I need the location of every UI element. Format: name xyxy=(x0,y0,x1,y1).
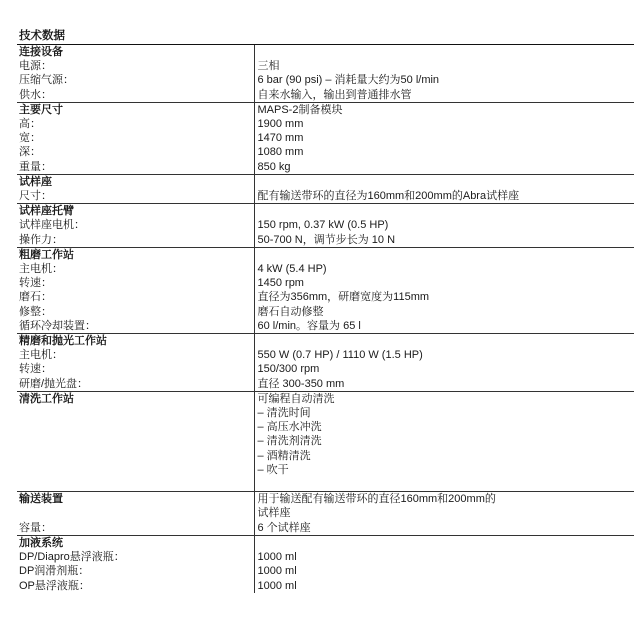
spec-label: 研磨/抛光盘： xyxy=(17,377,254,392)
section-heading-value xyxy=(254,204,634,219)
spec-label: 电源： xyxy=(17,59,254,73)
spec-value: – 清洗剂清洗 xyxy=(257,435,322,448)
spec-value: 550 W (0.7 HP) / 1110 W (1.5 HP) xyxy=(257,349,423,362)
spec-table xyxy=(17,45,634,593)
spec-value: – 酒精清洗 xyxy=(257,449,311,462)
spec-row xyxy=(17,564,634,578)
spec-row xyxy=(17,348,634,362)
spec-row xyxy=(17,88,634,103)
spec-label: OP悬浮液瓶： xyxy=(17,579,254,593)
spec-label xyxy=(17,406,254,420)
spec-value: 磨石自动修整 xyxy=(257,305,324,318)
section-heading-row xyxy=(17,174,634,189)
section-heading-row xyxy=(17,391,634,406)
spec-value: 60 l/min。容量为 65 l xyxy=(257,319,361,332)
spacer-cell xyxy=(254,477,634,492)
spec-row xyxy=(17,506,634,520)
spec-row xyxy=(17,59,634,73)
spec-label xyxy=(17,434,254,448)
section-heading: 试样座 xyxy=(17,174,254,189)
spec-label xyxy=(17,506,254,520)
spec-label: 转速： xyxy=(17,362,254,376)
section-heading: 精磨和抛光工作站 xyxy=(17,334,254,349)
spec-value: 850 kg xyxy=(257,160,291,173)
section-heading: 连接设备 xyxy=(17,45,254,59)
spec-label: 深： xyxy=(17,145,254,159)
section-heading: 加液系统 xyxy=(17,535,254,550)
spec-row xyxy=(17,160,634,175)
spec-value: – 清洗时间 xyxy=(257,407,311,420)
spec-row xyxy=(17,362,634,376)
spec-label: 磨石： xyxy=(17,290,254,304)
spec-value: 1000 ml xyxy=(257,579,297,592)
spec-value: 1000 ml xyxy=(257,565,297,578)
spec-row xyxy=(17,420,634,434)
section-heading-value: 用于输送配有输送带环的直径160mm和200mm的 xyxy=(254,492,634,507)
spec-value: 50-700 N，调节步长为 10 N xyxy=(257,233,396,246)
section-heading-value: 可编程自动清洗 xyxy=(254,391,634,406)
spec-label: 供水： xyxy=(17,88,254,103)
spec-label: 主电机： xyxy=(17,348,254,362)
spacer-row xyxy=(17,477,634,492)
spec-label: 修整： xyxy=(17,305,254,319)
spec-row xyxy=(17,117,634,131)
spec-row xyxy=(17,406,634,420)
spec-row xyxy=(17,521,634,536)
spec-row xyxy=(17,145,634,159)
spec-value: 配有输送带环的直径为160mm和200mm的Abra试样座 xyxy=(257,190,520,203)
spec-label: 试样座电机： xyxy=(17,218,254,232)
spec-value: 直径 300-350 mm xyxy=(257,377,345,390)
spec-value: 1900 mm xyxy=(257,118,304,131)
spec-row xyxy=(17,290,634,304)
spec-label: 宽： xyxy=(17,131,254,145)
spec-row xyxy=(17,262,634,276)
section-heading: 清洗工作站 xyxy=(17,391,254,406)
spec-row xyxy=(17,463,634,477)
spec-row xyxy=(17,550,634,564)
spec-label xyxy=(17,449,254,463)
section-heading-value xyxy=(254,247,634,262)
spec-value: 1000 ml xyxy=(257,551,297,564)
spec-row xyxy=(17,449,634,463)
section-heading-row xyxy=(17,492,634,507)
spec-value: 150 rpm, 0.37 kW (0.5 HP) xyxy=(257,219,389,232)
page-title: 技术数据 xyxy=(19,30,65,42)
spec-row xyxy=(17,434,634,448)
section-heading-value: MAPS-2制备模块 xyxy=(254,102,634,117)
spec-label: 尺寸： xyxy=(17,189,254,204)
spec-value: – 高压水冲洗 xyxy=(257,421,322,434)
spec-value: 试样座 xyxy=(257,507,291,520)
spec-label: 压缩气源： xyxy=(17,73,254,87)
spec-label: 循环冷却装置： xyxy=(17,319,254,334)
spec-row xyxy=(17,233,634,248)
spec-label: 容量： xyxy=(17,521,254,536)
spec-row xyxy=(17,377,634,392)
spec-value: 自来水输入，输出到普通排水管 xyxy=(257,88,412,101)
section-heading-row xyxy=(17,535,634,550)
spec-value: 6 bar (90 psi) – 消耗量大约为50 l/min xyxy=(257,74,440,87)
spec-row xyxy=(17,319,634,334)
spec-value: 6 个试样座 xyxy=(257,521,311,534)
spec-row xyxy=(17,73,634,87)
spacer-cell xyxy=(17,477,254,492)
spec-value: 1470 mm xyxy=(257,132,304,145)
spec-row xyxy=(17,131,634,145)
spec-label xyxy=(17,463,254,477)
spec-value: 直径为356mm，研磨宽度为115mm xyxy=(257,291,430,304)
spec-value: 1450 rpm xyxy=(257,277,304,290)
spec-value: 150/300 rpm xyxy=(257,363,320,376)
section-heading-value xyxy=(254,174,634,189)
section-heading-value xyxy=(254,535,634,550)
section-heading-value xyxy=(254,334,634,349)
section-heading: 粗磨工作站 xyxy=(17,247,254,262)
section-heading-row xyxy=(17,247,634,262)
spec-label: 重量： xyxy=(17,160,254,175)
section-heading-row xyxy=(17,334,634,349)
section-heading: 试样座托臂 xyxy=(17,204,254,219)
spec-label xyxy=(17,420,254,434)
spec-label: DP润滑剂瓶： xyxy=(17,564,254,578)
spec-label: 转速： xyxy=(17,276,254,290)
spec-value: 三相 xyxy=(257,60,280,73)
spec-value: 1080 mm xyxy=(257,146,304,159)
spec-row xyxy=(17,189,634,204)
spec-value: – 吹干 xyxy=(257,463,289,476)
section-heading: 输送装置 xyxy=(17,492,254,507)
spec-label: 主电机： xyxy=(17,262,254,276)
spec-row xyxy=(17,218,634,232)
spec-label: 高： xyxy=(17,117,254,131)
spec-value: 4 kW (5.4 HP) xyxy=(257,263,327,276)
section-heading-row xyxy=(17,45,634,59)
spec-row xyxy=(17,276,634,290)
spec-label: 操作力： xyxy=(17,233,254,248)
section-heading: 主要尺寸 xyxy=(17,102,254,117)
spec-row xyxy=(17,579,634,593)
spec-label: DP/Diapro悬浮液瓶： xyxy=(17,550,254,564)
section-heading-value xyxy=(254,45,634,59)
section-heading-row xyxy=(17,102,634,117)
section-heading-row xyxy=(17,204,634,219)
spec-row xyxy=(17,305,634,319)
